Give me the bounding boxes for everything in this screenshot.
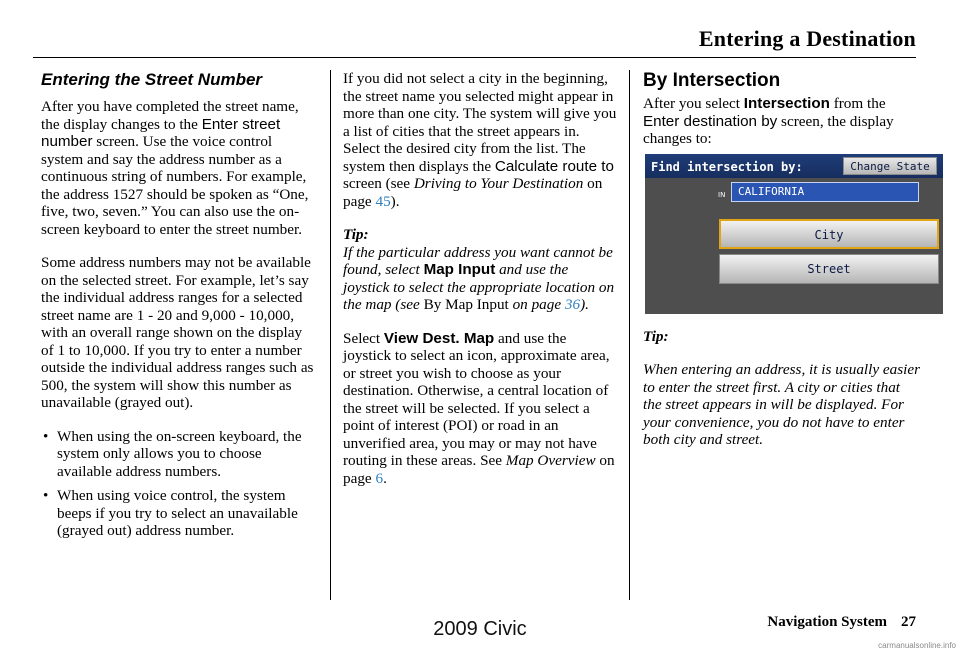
tip-label: Tip:	[643, 327, 669, 345]
footer-section-name: Navigation System	[767, 614, 887, 630]
section-heading-street-number: Entering the Street Number	[41, 70, 263, 89]
tip-street-first: When entering an address, it is usually easier to enter the street first. A city or cities that the street appears in will be displayed. For your convenience, you do not have to enter both city and street.	[643, 361, 921, 448]
page-link-45[interactable]: 45	[375, 192, 391, 210]
city-button[interactable]: City	[719, 219, 939, 249]
page-link-36[interactable]: 36	[564, 296, 581, 313]
screen-name-calculate-route: Calculate route to	[494, 157, 614, 175]
bullet-list	[41, 428, 318, 540]
page-title: Entering a Destination	[698, 26, 916, 51]
footer-model-label: 2009 Civic	[433, 618, 527, 640]
paragraph-view-dest-map: Select View Dest. Map and use the joystick to select an icon, approximate area, or street you wish to choose as your destination. Otherwise, a central location of the street will be selected. If you select a point of interest (POI) or road in an unverified area, you may or may not have routing in these areas. See Map Overview on page 6.	[343, 329, 615, 487]
state-field[interactable]: CALIFORNIA	[731, 182, 919, 202]
change-state-button[interactable]: Change State	[843, 157, 937, 175]
page-number: 27	[901, 614, 916, 630]
option-map-input: Map Input	[423, 261, 496, 278]
nav-screen-header	[645, 154, 943, 178]
option-view-dest-map: View Dest. Map	[383, 329, 495, 347]
tip-label: Tip:	[343, 226, 369, 243]
list-item: • When using voice control, the system beeps if you try to select an unavailable (grayed out) address number.	[41, 487, 318, 540]
paragraph-unavailable-numbers: Some address numbers may not be available on the selected street. For example, let’s say the individual address ranges for a selected street name are 1 - 20 and 9,000 - 10,000, with an overall range shown on the display of 1 to 10,000. If you try to enter a number outside the individual address ranges such as 500, the system will show this number as unavailable (grayed out).	[41, 254, 314, 411]
screen-name-enter-destination-by: Enter destination by	[643, 112, 778, 130]
title-divider	[33, 57, 916, 58]
screen-name-enter-street-number: Enter street number	[41, 115, 281, 150]
in-label: IN	[718, 190, 726, 199]
list-item: • When using the on-screen keyboard, the system only allows you to choose available address numbers.	[41, 428, 318, 481]
watermark: carmanualsonline.info	[878, 641, 956, 650]
page-link-6[interactable]: 6	[375, 469, 384, 487]
column-divider-2	[629, 70, 630, 600]
column-1	[41, 70, 318, 547]
column-2	[343, 70, 617, 503]
nav-screen-find-intersection	[645, 154, 943, 314]
tip-map-input: Tip: If the particular address you want cannot be found, select Map Input and use the joystick to select the appropriate location on the map (see By Map Input on page 36).	[343, 226, 617, 314]
section-heading-intersection: By Intersection	[643, 70, 781, 91]
nav-screen-title: Find intersection by:	[651, 159, 803, 174]
street-button[interactable]: Street	[719, 254, 939, 284]
paragraph-intersection-intro: After you select Intersection from the Enter destination by screen, the display changes to:	[643, 95, 894, 147]
paragraph-city-selection: If you did not select a city in the beginning, the street name you selected might appear in more than one city. The system will give you a list of cities that the street appears in. Select the desired city from the list. The system then displays the Calculate route to screen (see Driving to Your Destination on page 45).	[343, 70, 617, 210]
column-divider-1	[330, 70, 331, 600]
column-3	[643, 70, 930, 465]
paragraph-street-number-intro: After you have completed the street name, the display changes to the Enter street number screen. Use the voice control system and say the address number as a continuous string of numbers. For example, the address 1527 should be spoken as “One, five, two, seven.” You can also use the on-screen keyboard to enter the street number.	[41, 98, 309, 238]
option-intersection: Intersection	[743, 95, 830, 112]
